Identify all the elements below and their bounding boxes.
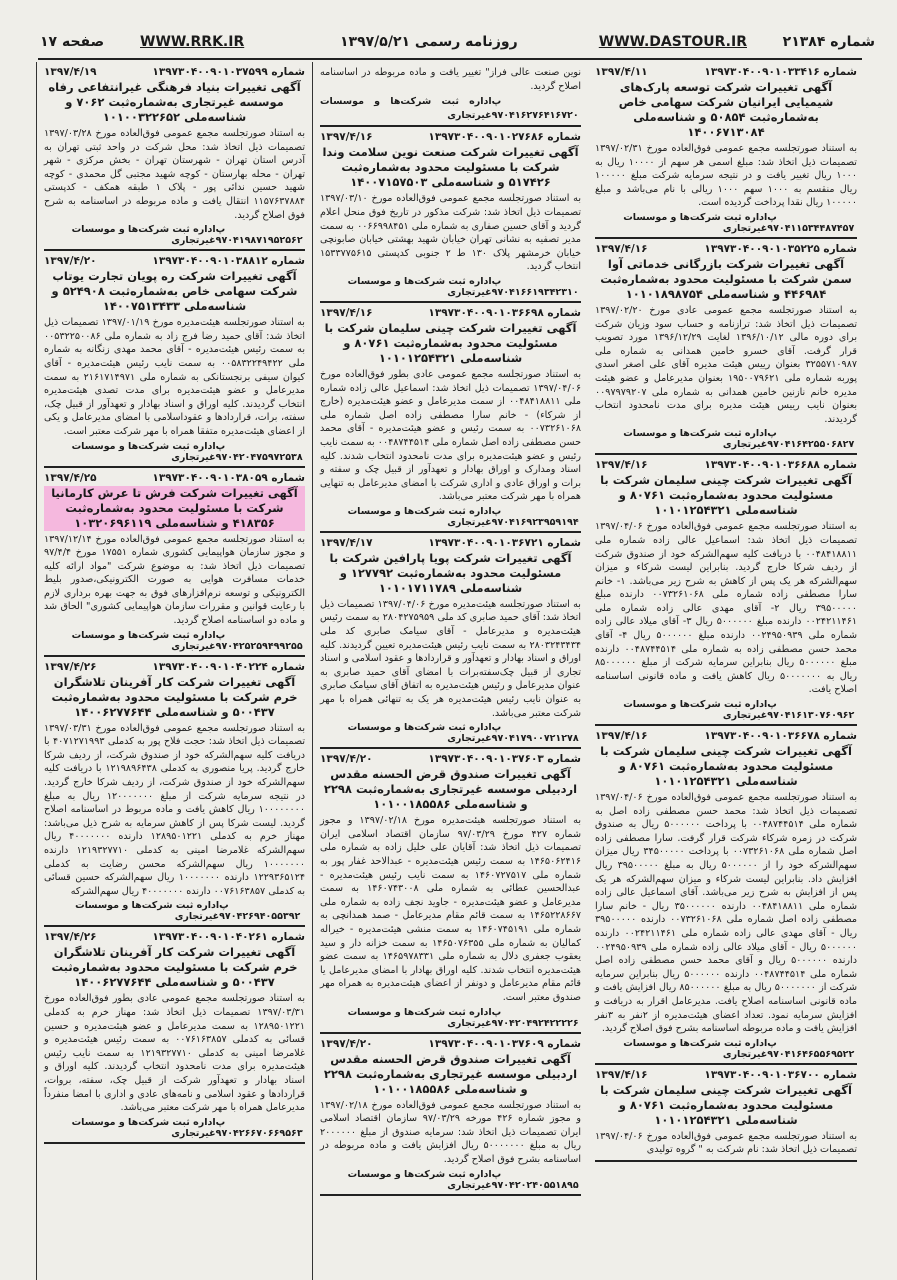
notice-ref-row bbox=[320, 1038, 581, 1050]
notice-footer bbox=[320, 1169, 581, 1191]
notice-footer bbox=[44, 1117, 305, 1139]
footer-code: پ ۹۷۰۴۲۰۴۹۲۴۲۲۲۲۶ bbox=[491, 1006, 579, 1029]
notice bbox=[320, 303, 581, 533]
notice-number: شماره ۱۳۹۷۳۰۴۰۰۹۰۱۰۳۵۲۲۵ bbox=[704, 242, 857, 255]
notice bbox=[44, 251, 305, 467]
notice bbox=[44, 62, 305, 251]
footer-org: اداره ثبت شرکت‌ها و موسسات غیرتجاری bbox=[71, 440, 216, 463]
notice bbox=[595, 726, 857, 1065]
notice-title: آگهی تغییرات شرکت چینی سلیمان شرکت با مسئولیت محدود به‌شماره‌ثبت ۸۰۷۶۱ و شناسه‌ملی ۱۰۱۰۱۲۵۴۳۲۱ bbox=[600, 744, 852, 789]
notice-title: آگهی تغییرات شرکت توسعه پارک‌های شیمیایی ایرانیان شرکت سهامی خاص به‌شماره‌ثبت ۵۰۸۵۴ و شناسه‌ملی ۱۴۰۰۶۷۱۳۰۸۴ bbox=[618, 80, 834, 139]
footer-org: اداره ثبت شرکت‌ها و موسسات غیرتجاری bbox=[347, 722, 492, 745]
notice-footer bbox=[595, 428, 857, 450]
notice-ref-row bbox=[44, 661, 305, 673]
notice-ref-row bbox=[320, 307, 581, 319]
notice-number: شماره ۱۳۹۷۳۰۴۰۰۹۰۱۰۳۸۸۱۲ bbox=[152, 255, 305, 268]
notice-number: شماره ۱۳۹۷۳۰۴۰۰۹۰۱۰۳۶۶۷۸ bbox=[704, 730, 857, 743]
footer-org: اداره ثبت شرکت‌ها و موسسات غیرتجاری bbox=[347, 1168, 492, 1191]
notice bbox=[595, 1065, 857, 1162]
footer-code: پ ۹۷۰۴۱۶۴۲۵۵۰۶۸۲۷ bbox=[767, 428, 855, 451]
notice-ref-row bbox=[44, 255, 305, 267]
column-middle bbox=[312, 62, 588, 1280]
notice-body: به استناد صورتجلسه هیئت‌مدیره مورخ ۱۳۹۷/۰۲/۱۸ و مجوز شماره ۴۲۷ مورخ ۹۷/۰۳/۲۹ سازمان اقتصاد اسلامی ایران تصمیمات ذیل اتخاذ شد: آقایان علی خلیل زاده به شماره ملی ۱۴۶۵۰۶۲۴۱۶ به سمت رئیس هیئت‌مدیره - عبدالاحد غفار پور به شماره ملی ۱۴۶۰۷۲۷۵۱۷ به سمت نایب رئیس هیئت‌مدیره - عبدالحسین عطائی به شماره ملی ۱۴۶۰۷۴۳۰۰۸ به سمت مدیرعامل و عضو هیئت‌مدیره - جاوید نجف زاده به شماره ملی ۱۴۶۵۲۲۸۶۶۷ به سمت قائم مقام مدیرعامل - صمد همدانچی به شماره ملی ۱۴۶۰۷۴۵۱۹۱ به سمت منشی هیئت‌مدیره - خیراله کمالیان به شماره ملی ۱۴۶۵۰۷۶۳۵۵ به سمت خزانه دار و سید یعقوب جعفری دلال به شماره ملی ۱۴۶۵۹۷۸۳۳۱ به سمت عضو هیئت‌مدیره انتخاب شدند. کلیه اوراق بهادار با امضای مدیرعامل یا قائم مقام مدیرعامل و دونفر از اعضای هیئت‌مدیره به همراه مهر صندوق معتبر است. bbox=[320, 815, 582, 1003]
notice-body: به استناد صورتجلسه مجمع عمومی فوق‌العاده مورخ ۱۳۹۷/۱۲/۱۴ و مجوز سازمان هواپیمایی کشوری شماره ۱۷۵۵۱ مورخ ۹۷/۴/۴ تصمیمات ذیل اتخاذ شد: به موضوع شرکت "مواد ارائه کلیه خدمات مسافرت هوایی به صورت الکترونیکی،صدور بلیط الکترونیکی و توسعه نرم‌افزارهای فوق به جهت بهره برداری لازم با رعایت قوانین و مقررات سازمان هواپیمایی کشوری" الحاق شد و ماده دو اساسنامه اصلاح گردید. bbox=[44, 533, 306, 627]
notice-footer bbox=[320, 722, 581, 744]
notice-ref-row bbox=[595, 459, 857, 471]
footer-org: اداره ثبت شرکت‌ها و موسسات غیرتجاری bbox=[71, 224, 216, 247]
footer-org: اداره ثبت شرکت‌ها و موسسات غیرتجاری bbox=[347, 505, 492, 528]
notice-date: ۱۳۹۷/۴/۲۰ bbox=[320, 1037, 373, 1050]
notice-date: ۱۳۹۷/۴/۱۶ bbox=[320, 306, 373, 319]
notice-number: شماره ۱۳۹۷۳۰۴۰۰۹۰۱۰۳۷۵۹۹ bbox=[152, 66, 305, 78]
notice-date: ۱۳۹۷/۴/۱۹ bbox=[44, 66, 97, 78]
notice-ref-row bbox=[44, 931, 305, 943]
footer-org: اداره ثبت شرکت‌ها و موسسات غیرتجاری bbox=[623, 699, 768, 722]
notice-title: آگهی تغییرات شرکت چینی سلیمان شرکت با مسئولیت محدود به‌شماره‌ثبت ۸۰۷۶۱ و شناسه‌ملی ۱۰۱۰۱۲۵۴۳۲۱ bbox=[324, 320, 577, 365]
notice-ref-row bbox=[44, 472, 305, 484]
notice-number: شماره ۱۳۹۷۳۰۴۰۰۹۰۱۰۴۰۲۶۱ bbox=[152, 931, 305, 944]
notice-footer bbox=[595, 212, 857, 234]
footer-org: اداره ثبت شرکت‌ها و موسسات غیرتجاری bbox=[623, 211, 768, 234]
notice-title: آگهی تغییرات شرکت کار آفرینان تلاشگران خرم شرکت با مسئولیت محدود به‌شماره‌ثبت ۵۰۰۴۳۷ و شناسه‌ملی ۱۴۰۰۶۲۷۷۶۴۴ bbox=[51, 674, 298, 719]
notice-body: به استناد صورتجلسه مجمع عمومی فوق‌العاده مورخ ۱۳۹۷/۰۲/۱۸ و مجوز شماره ۴۲۶ مورخه ۹۷/۰۳/۲۹ سازمان اقتصاد اسلامی ایران تصمیمات ذیل اتخاذ شد: سرمایه صندوق از مبلغ ۲۰۰۰۰۰۰ ریال به مبلغ ۵۰۰۰۰۰۰۰ ریال افزایش یافت و ماده مربوطه در اساسنامه بشرح فوق اصلاح گردید. bbox=[320, 1099, 582, 1165]
notice-number: شماره ۱۳۹۷۳۰۴۰۰۹۰۱۰۳۷۶۰۳ bbox=[428, 753, 581, 766]
notice-body: به استناد صورتجلسه مجمع عمومی عادی بطور فوق‌العاده مورخ ۱۳۹۷/۰۴/۰۶ تصمیمات ذیل اتخاذ شد: اسماعیل عالی زاده شماره ملی ۰۰۴۸۴۱۸۸۱۱ از سمت مدیرعامل و عضو هیئت‌مدیره (خارج از شرکاء) - خانم سارا مصطفی زاده اصل شماره ملی ۰۰۷۳۲۶۱۰۶۸ به سمت رئیس و عضو هیئت‌مدیره - آقای محمد حسن مصطفی زاده اصل شماره ملی ۰۰۴۸۷۴۴۵۱۴ به سمت نایب رئیس و عضو هیئت‌مدیره برای مدت نامحدود انتخاب شدند. کلیه اسناد ومدارک و اوراق بهادار و تعهدآور از قبیل چک و سفته و برات و اوراق عادی و اداری شرکت با امضای مدیرعامل به تنهایی همراه با مهر شرکت معتبر می‌باشد. bbox=[320, 368, 582, 503]
notice-number: شماره ۱۳۹۷۳۰۴۰۰۹۰۱۰۳۶۶۹۸ bbox=[428, 306, 581, 319]
columns bbox=[36, 62, 864, 1280]
notice-date: ۱۳۹۷/۴/۲۰ bbox=[320, 753, 373, 766]
notice-body: به استناد صورتجلسه مجمع عمومی عادی مورخ ۱۳۹۷/۰۲/۲۰ تصمیمات ذیل اتخاذ شد: ترازنامه و حساب سود وزیان شرکت برای دوره مالی ۱۳۹۶/۱۰/۱۲ لغایت ۱۳۹۶/۱۲/۲۹ مورد تصویب قرار گرفت. آقای خسرو خامین همدانی به شماره ملی ۳۲۵۵۷۱۰۹۸۷ بعنوان رییس هیئت مدیره آقای علی اصغر اسدی پوربه شماره ملی ۱۹۵۰۰۷۹۶۲۱ بعنوان مدیرعامل و عضو هیئت مدیره خانم نازنین خامین همدانی به شماره ملی ۰۰۹۷۹۷۹۲۰۷ بعنوان نایب رییس هیئت مدیره برای مدت نامحدود انتخاب گردیدند. bbox=[595, 304, 858, 425]
notice-number: شماره ۱۳۹۷۳۰۴۰۰۹۰۱۰۴۰۲۲۴ bbox=[152, 660, 305, 673]
notice bbox=[320, 1034, 581, 1196]
notice-ref-row bbox=[44, 66, 305, 78]
notice-date: ۱۳۹۷/۴/۱۶ bbox=[595, 459, 648, 472]
notice-body: به استناد صورتجلسه مجمع عمومی فوق‌العاده مورخ ۱۳۹۷/۰۳/۱۰ تصمیمات ذیل اتخاذ شد: شرکت مذکور در تاریخ فوق منحل اعلام گردید و آقای حسین صفاری به شماره ملی ۰۰۶۶۹۹۸۴۵۱ به سمت مدیر تصفیه به نشانی تهران خیابان شهید بهشتی خیابان صابونچی خیابان خرمشهر پلاک ۱۳۰ ط ۲ جنوبی کدپستی ۱۵۳۳۷۷۵۶۱۵ انتخاب گردید. bbox=[320, 193, 581, 273]
notice-title: آگهی تغییرات شرکت فرش تا عرش کارمانیا شرکت با مسئولیت محدود به‌شماره‌ثبت ۴۱۸۳۵۶ و شناسه‌ملی ۱۰۳۲۰۶۹۶۱۱۹ bbox=[44, 486, 305, 531]
notice bbox=[44, 657, 305, 928]
notice-body: به استناد صورتجلسه مجمع عمومی فوق‌العاده مورخ ۱۳۹۷/۰۴/۰۶ تصمیمات ذیل اتخاذ شد: محمد حسن مصطفی زاده اصل به شماره ملی ۰۰۴۸۷۴۴۵۱۴ با پرداخت ۵۰۰۰۰۰۰ ریال به صندوق شرکت در زمره شرکاء شرکت قرار گرفت. سارا مصطفی زاده اصل شماره ملی ۰۰۷۳۲۶۱۰۶۸ با پرداخت ۳۴۵۰۰۰۰۰ ریال میزان سهم‌الشرکه خود را از ۵۰۰۰۰۰۰ ریال به مبلغ ۳۹۵۰۰۰۰۰ ریال افزایش داد. بنابراین لیست شرکاء و میزان سهم‌الشرکه هر یک پس از افزایش به شرح زیر می‌باشد. آقای اسماعیل عالی زاده شماره ملی ۰۰۴۸۴۱۸۸۱۱ دارنده ۳۵۰۰۰۰۰۰ ریال - خانم سارا مصطفی زاده اصل شماره ملی ۰۰۷۳۲۶۱۰۶۸ دارنده ۳۹۵۰۰۰۰۰ ریال - آقای مهدی عالی زاده شماره ملی ۰۰۲۴۲۱۱۴۶۱ دارنده ۵۰۰۰۰۰۰ ریال - آقای میلاد عالی زاده شماره ملی ۰۰۲۴۹۵۰۹۳۹ دارنده ۵۰۰۰۰۰۰ ریال و آقای محمد حسن مصطفی زاده اصل شماره ملی ۰۰۴۸۷۴۴۵۱۴ دارنده ۵۰۰۰۰۰۰ ریال بنابراین سرمایه شرکت از ۵۰۰۰۰۰۰۰ ریال به مبلغ ۸۵۰۰۰۰۰۰ ریال افزایش یافت و ماده قانونی اساسنامه اصلاح یافت. مدیرعامل اقرار به دریافت و افزایش سرمایه نمود. تعداد اعضای هیئت‌مدیره از ۲نفر به ۳نفر افزایش یافت و ماده مربوطه اساسنامه بشرح فوق اصلاح گردید. bbox=[595, 792, 858, 1035]
notice-body: به استناد صورتجلسه هیئت‌مدیره مورخ ۱۳۹۷/۰۱/۱۹ تصمیمات ذیل اتخاذ شد: آقای حمید رضا فرج زاد به شماره ملی ۰۰۵۳۲۲۵۰۰۸۶ به سمت رئیس هیئت‌مدیره - آقای محمد مهدی زنگانه به شماره ملی ۰۰۵۸۳۲۲۴۹۴۲۲ به سمت نایب رئیس هیئت‌مدیره - آقای کیوان سیفی برنجستانکی به شماره ملی ۲۱۶۱۷۱۴۹۷۱ به سمت مدیرعامل و عضو هیئت‌مدیره برای مدت تصدی هیئت‌مدیره انتخاب گردیدند. کلیه اوراق و اسناد بهادار و تعهدآور از قبیل چک، سفته، برات، قراردادها و عقوداسلامی با امضای مدیرعامل و یکی از اعضای هیئت‌مدیره متفقا همراه با مهر شرکت معتبر است. bbox=[44, 317, 305, 437]
notice-body: به استناد صورتجلسه مجمع عمومی فوق‌العاده مورخ ۱۳۹۷/۰۳/۲۸ تصمیمات ذیل اتخاذ شد: محل شرکت در واحد ثبتی تهران به آدرس استان تهران - شهرستان تهران - بخش مرکزی - شهر تهران - محله بهارستان - کوچه شهید مجتبی گل محمدی - کوچه شهید حسین ندائی پور - پلاک ۱ طبقه همکف - کدپستی ۱۱۵۷۶۳۷۸۸۴ انتقال یافت و ماده مربوطه در اساسنامه به شرح فوق اصلاح گردید. bbox=[44, 128, 305, 221]
notice-footer bbox=[44, 630, 305, 652]
notice-ref-row bbox=[320, 753, 581, 765]
footer-code: پ ۹۷۰۴۱۹۸۷۱۹۵۲۵۶۲ bbox=[215, 224, 303, 247]
notice-footer bbox=[595, 1038, 857, 1060]
notice-date: ۱۳۹۷/۴/۱۶ bbox=[595, 730, 648, 743]
notice-number: شماره ۱۳۹۷۳۰۴۰۰۹۰۱۰۲۷۶۸۶ bbox=[428, 131, 581, 144]
notice-date: ۱۳۹۷/۴/۲۶ bbox=[44, 660, 97, 673]
notice-body: به استناد صورتجلسه هیئت‌مدیره مورخ ۱۳۹۷/۰۴/۰۶ تصمیمات ذیل اتخاذ شد: آقای حمید صابری کد ملی ۲۸۰۴۲۷۵۹۵۹ به سمت رئیس هیئت‌مدیره و مدیرعامل - آقای سیامک صابری کد ملی ۲۸۰۳۲۴۳۴۳۴ به سمت نایب رئیس هیئت‌مدیره تعیین گردیدند. کلیه اوراق و اسناد بهادار و تعهدآور و قراردادها و عقود اسلامی و اسناد تجاری از قبیل چک‌سفته‌برات با امضای آقای حمید صابری به عنوان مدیرعامل و رئیس هیئت‌مدیره به اتفاق آقای سیامک صابری به عنوان نایب رئیس هیئت‌مدیره هر یک به تنهائی همراه با مهر شرکت معتبر می‌باشد. bbox=[320, 598, 581, 719]
footer-org: اداره ثبت شرکت‌ها و موسسات غیرتجاری bbox=[75, 900, 220, 923]
notice-body: به استناد صورتجلسه مجمع عمومی عادی بطور فوق‌العاده مورخ ۱۳۹۷/۰۳/۳۱ تصمیمات ذیل اتخاذ شد: مهناز خرم به کدملی ۱۲۸۹۵۰۱۲۲۱ به سمت مدیرعامل و عضو هیئت‌مدیره و حسین قسائی به کدملی ۰۰۷۶۱۶۳۸۵۷ به سمت رئیس هیئت‌مدیره و غلامرضا امینی به کدملی ۱۲۱۹۳۲۷۷۱۰ به سمت نایب رئیس هیئت‌مدیره برای مدت نامحدود انتخاب گردیدند. کلیه اوراق و اسناد بهادار و تعهدآور شرکت از قبیل چک، سفته، بروات، قراردادها و عقود اسلامی و نامه‌های عادی و اداری با امضا منفرداً مدیرعامل همراه با مهر شرکت معتبر می‌باشد. bbox=[44, 993, 305, 1114]
notice-date: ۱۳۹۷/۴/۲۵ bbox=[44, 471, 97, 484]
notice-ref-row bbox=[320, 131, 581, 143]
footer-org: اداره ثبت شرکت‌ها و موسسات غیرتجاری bbox=[623, 1037, 768, 1060]
notice-title: آگهی تغییرات بنیاد فرهنگی غیرانتفاعی رفاه موسسه غیرتجاری به‌شماره‌ثبت ۷۰۶۲ و شناسه‌ملی ۱۰۱۰۰۳۲۲۶۵۲ bbox=[48, 80, 301, 124]
notice-footer bbox=[44, 900, 305, 922]
notice-footer bbox=[320, 506, 581, 528]
footer-code: پ ۹۷۰۴۲۶۹۴۰۵۵۳۹۲ bbox=[219, 900, 301, 923]
rrk-link[interactable]: WWW.RRK.IR bbox=[140, 34, 245, 50]
footer-code: پ ۹۷۰۴۱۷۹۰۰۷۲۱۲۷۸ bbox=[491, 722, 579, 745]
notice-body: به استناد صورتجلسه مجمع عمومی فوق‌العاده مورخ ۱۳۹۷/۰۲/۳۱ تصمیمات ذیل اتخاذ شد: مبلغ اسمی هر سهم از ۱۰۰۰۰ ریال به ۱۰۰۰ ریال تغییر یافت و در نتیجه سرمایه شرکت مبلغ ۱۰۰۰۰۰ ریال منقسم به ۱۰۰۰ سهم ۱۰۰۰ ریالی با نام می‌باشد و مبلغ ۱۰۰۰۰۰ ریال نقدا پرداخت گردیده است. bbox=[595, 143, 857, 209]
notice-date: ۱۳۹۷/۴/۱۶ bbox=[595, 242, 648, 255]
notice-title: آگهی تغییرات شرکت ره پویان تجارت یوتاب شرکت سهامی خاص به‌شماره‌ثبت ۵۲۴۹۰۸ و شناسه‌ملی ۱۴۰۰۷۵۱۳۴۳۳ bbox=[51, 269, 298, 314]
notice bbox=[595, 455, 857, 726]
notice-date: ۱۳۹۷/۴/۱۷ bbox=[320, 536, 373, 549]
footer-code: پ ۹۷۰۴۱۶۶۱۹۳۴۲۳۱۰ bbox=[491, 275, 579, 298]
notice-title: آگهی تغییرات صندوق قرض الحسنه مقدس اردبیلی موسسه غیرتجاری به‌شماره‌ثبت ۲۲۹۸ و شناسه‌ملی ۱۰۱۰۰۱۸۵۵۸۶ bbox=[323, 1051, 578, 1096]
footer-org: اداره ثبت شرکت‌ها و موسسات غیرتجاری bbox=[347, 1006, 492, 1029]
footer-code: پ ۹۷۰۴۲۶۶۷۰۶۶۹۵۶۳ bbox=[215, 1116, 303, 1139]
notice-title: آگهی تغییرات صندوق قرض الحسنه مقدس اردبیلی موسسه غیرتجاری به‌شماره‌ثبت ۲۲۹۸ و شناسه‌ملی ۱۰۱۰۰۱۸۵۵۸۶ bbox=[323, 767, 578, 812]
notice-footer bbox=[44, 441, 305, 463]
page-number: صفحه ۱۷ bbox=[40, 34, 105, 50]
footer-code: پ ۹۷۰۴۱۶۱۳۰۷۶۰۹۶۲ bbox=[767, 699, 855, 722]
notice bbox=[320, 533, 581, 749]
notice-ref-row bbox=[320, 537, 581, 549]
notice-footer bbox=[320, 1007, 581, 1029]
column-right bbox=[588, 62, 864, 1280]
footer-code: پ ۹۷۰۴۲۰۲۴۰۵۵۱۸۹۵ bbox=[491, 1168, 579, 1191]
notice-footer bbox=[320, 276, 581, 298]
issue-number: شماره ۲۱۳۸۴ bbox=[782, 34, 875, 50]
notice bbox=[44, 468, 305, 657]
footer-code: پ ۹۷۰۴۲۵۲۵۹۴۹۹۲۵۵ bbox=[215, 629, 303, 652]
notice-date: ۱۳۹۷/۴/۱۶ bbox=[595, 1068, 648, 1081]
notice bbox=[595, 62, 857, 239]
notice-title: آگهی تغییرات شرکت چینی سلیمان شرکت با مسئولیت محدود به‌شماره‌ثبت ۸۰۷۶۱ و شناسه‌ملی ۱۰۱۰۱۲۵۴۳۲۱ bbox=[600, 473, 852, 518]
notice-body: به استناد صورتجلسه مجمع عمومی فوق‌العاده مورخ ۱۳۹۷/۰۴/۰۶ تصمیمات ذیل اتخاذ شد: اسماعیل عالی زاده شماره ملی ۰۰۴۸۴۱۸۸۱۱ با دریافت کلیه سهم‌الشرکه خود از صندوق شرکت از ردیف شرکا خارج گردید. بنابراین لیست شرکاء و میزان سهم‌الشرکه هر یک پس از کاهش به شرح زیر می‌باشد. ۱- خانم سارا مصطفی زاده شماره ملی ۰۰۷۳۲۶۱۰۶۸ دارنده مبلغ ۳۹۵۰۰۰۰۰ ریال ۲- آقای مهدی عالی زاده شماره ملی ۰۰۲۴۲۱۱۴۶۱ دارنده مبلغ ۵۰۰۰۰۰۰ ریال ۳- آقای میلاد عالی زاده شماره ملی ۰۰۲۴۹۵۰۹۳۹ دارنده مبلغ ۵۰۰۰۰۰۰ ریال ۴- آقای محمد حسن مصطفی زاده به شماره ملی ۰۰۴۸۷۴۴۵۱۴ دارنده مبلغ ۵۰۰۰۰۰۰ ریال بنابراین سرمایه شرکت از مبلغ ۸۵۰۰۰۰۰۰ ریال به ۵۰۰۰۰۰۰۰ ریال کاهش یافت و ماده قانونی اساسنامه اصلاح یافت. bbox=[595, 521, 858, 696]
notice-number: شماره ۱۳۹۷۳۰۴۰۰۹۰۱۰۳۶۶۸۸ bbox=[704, 459, 857, 472]
notice-number: شماره ۱۳۹۷۳۰۴۰۰۹۰۱۰۳۸۰۵۹ bbox=[152, 471, 305, 484]
footer-code: پ ۹۷۰۴۱۶۹۲۳۹۵۹۱۹۴ bbox=[491, 505, 579, 528]
footer-code: پ ۹۷۰۴۱۱۵۳۴۴۸۷۴۵۷ bbox=[767, 211, 855, 234]
footer-org: اداره ثبت شرکت‌ها و موسسات غیرتجاری bbox=[623, 428, 768, 451]
notice-number: شماره ۱۳۹۷۳۰۴۰۰۹۰۱۰۳۷۶۰۹ bbox=[428, 1037, 581, 1050]
notice bbox=[320, 749, 581, 1033]
notice-title: آگهی تغییرات شرکت چینی سلیمان شرکت با مسئولیت محدود به‌شماره‌ثبت ۸۰۷۶۱ و شناسه‌ملی ۱۰۱۰۱۲۵۴۳۲۱ bbox=[600, 1082, 852, 1127]
notice-title: آگهی تغییرات شرکت کار آفرینان تلاشگران خرم شرکت با مسئولیت محدود به‌شماره‌ثبت ۵۰۰۴۳۷ و شناسه‌ملی ۱۴۰۰۶۲۷۷۶۴۴ bbox=[51, 945, 298, 990]
notice-body: به استناد صورتجلسه مجمع عمومی فوق‌العاده مورخ ۱۳۹۷/۰۴/۰۶ تصمیمات ذیل اتخاذ شد: نام شرکت به " گروه تولیدی bbox=[595, 1130, 857, 1156]
notice-title: آگهی تغییرات شرکت پویا پارافین شرکت با مسئولیت محدود به‌شماره‌ثبت ۱۲۷۷۹۲ و شناسه‌ملی ۱۰۱۰۱۷۱۱۷۸۹ bbox=[329, 550, 572, 595]
footer-org: اداره ثبت شرکت‌ها و موسسات غیرتجاری bbox=[71, 1116, 216, 1139]
footer-org: اداره ثبت شرکت‌ها و موسسات غیرتجاری bbox=[347, 275, 492, 298]
notice-body: به استناد صورتجلسه مجمع عمومی فوق‌العاده مورخ ۱۳۹۷/۰۳/۳۱ تصمیمات ذیل اتخاذ شد: حجت فلاح پور به کدملی ۴۰۷۱۲۷۱۹۹۳ با دریافت کلیه سهم‌الشرکه خود از صندوق شرکت، از ردیف شرکا خارج گردید. پریا منصوری به کدملی ۱۲۱۹۸۹۶۴۳۸ با دریافت کلیه سهم‌الشرکه خود از صندوق شرکت، از ردیف شرکا خارج گردید. در نتیجه سرمایه شرکت از مبلغ ۱۲۰۰۰۰۰۰۰ ریال به مبلغ ۱۰۰۰۰۰۰۰۰ ریال کاهش یافت و ماده مربوط در اساسنامه اصلاح گردید. لیست شرکا پس از کاهش سرمایه به شرح ذیل می‌باشد: مهناز خرم به کدملی ۱۲۸۹۵۰۱۲۲۱ دارنده ۴۰۰۰۰۰۰۰ ریال سهم‌الشرکه غلامرضا امینی به کدملی ۱۲۱۹۳۲۷۷۱۰ دارنده ۱۰۰۰۰۰۰۰ ریال سهم‌الشرکه محسن رضایت به کدملی ۱۲۲۹۳۶۵۱۲۴ دارنده ۱۰۰۰۰۰۰۰ ریال سهم‌الشرکه حسین قسائی به کدملی ۰۰۷۶۱۶۳۸۵۷ دارنده ۴۰۰۰۰۰۰۰ ریال سهم‌الشرکه bbox=[44, 722, 306, 897]
notice-date: ۱۳۹۷/۴/۱۶ bbox=[320, 131, 373, 144]
notice-footer bbox=[44, 224, 305, 246]
newspaper-title: روزنامه رسمی ۱۳۹۷/۵/۲۱ bbox=[340, 34, 518, 50]
notice-number: شماره ۱۳۹۷۳۰۴۰۰۹۰۱۰۳۳۴۱۶ bbox=[704, 66, 857, 78]
notice-ref-row bbox=[595, 730, 857, 742]
continued-notice bbox=[320, 62, 581, 127]
notice bbox=[595, 239, 857, 455]
notice-date: ۱۳۹۷/۴/۲۰ bbox=[44, 255, 97, 268]
notice-title: آگهی تغییرات شرکت صنعت نوین سلامت وندا شرکت با مسئولیت محدود به‌شماره‌ثبت ۵۱۷۴۲۶ و شناسه‌ملی ۱۴۰۰۷۱۵۷۵۰۳ bbox=[322, 145, 579, 190]
dastour-link[interactable]: WWW.DASTOUR.IR bbox=[598, 34, 747, 50]
notice-number: شماره ۱۳۹۷۳۰۴۰۰۹۰۱۰۳۶۷۰۰ bbox=[704, 1068, 857, 1081]
footer-code: پ ۹۷۰۴۱۶۴۶۵۵۶۹۵۲۲ bbox=[767, 1037, 855, 1060]
notice bbox=[320, 127, 581, 303]
notice-footer bbox=[595, 699, 857, 721]
footer-org: اداره ثبت شرکت‌ها و موسسات غیرتجاری bbox=[71, 629, 216, 652]
footer-code: پ ۹۷۰۴۱۶۲۷۶۴۱۶۷۲۰ bbox=[491, 96, 579, 121]
footer-org: اداره ثبت شرکت‌ها و موسسات غیرتجاری bbox=[320, 96, 492, 121]
notice-number: شماره ۱۳۹۷۳۰۴۰۰۹۰۱۰۳۶۷۲۱ bbox=[428, 536, 581, 549]
header-rule bbox=[38, 58, 862, 60]
footer-code: پ ۹۷۰۴۲۰۴۷۵۹۷۲۵۳۸ bbox=[215, 440, 303, 463]
notice-footer bbox=[320, 95, 581, 122]
notice-ref-row bbox=[595, 66, 857, 78]
notice-date: ۱۳۹۷/۴/۱۱ bbox=[595, 66, 648, 78]
column-left bbox=[36, 62, 312, 1280]
continued-text: نوین صنعت عالی فراز" تغییر یافت و ماده مربوطه در اساسنامه اصلاح گردید. bbox=[320, 67, 581, 92]
notice-date: ۱۳۹۷/۴/۲۶ bbox=[44, 931, 97, 944]
notice-ref-row bbox=[595, 1069, 857, 1081]
notice-ref-row bbox=[595, 243, 857, 255]
notice bbox=[44, 927, 305, 1143]
page-header bbox=[0, 0, 897, 62]
notice-title: آگهی تغییرات شرکت بازرگانی خدماتی آوا سمن شرکت با مسئولیت محدود به‌شماره‌ثبت ۴۴۶۹۸۴ و شناسه‌ملی ۱۰۱۰۱۸۹۸۷۵۴ bbox=[600, 256, 852, 301]
